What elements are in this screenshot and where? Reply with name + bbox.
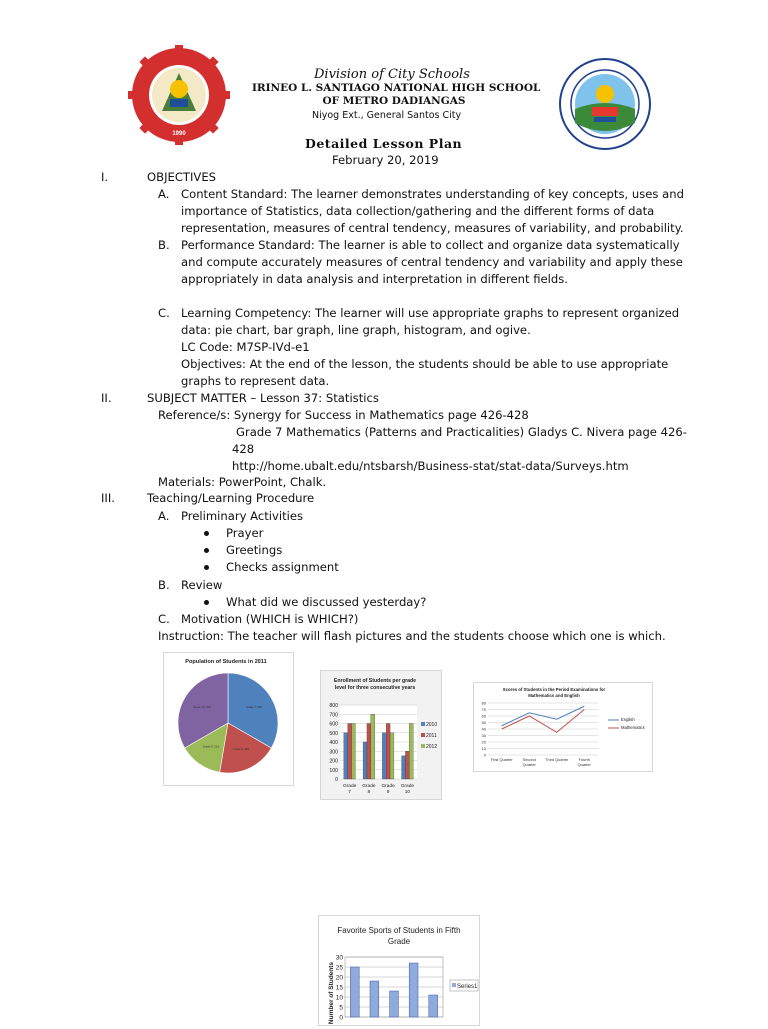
y-tick-label: 30 [335,954,343,962]
legend-label: 2012 [426,744,438,750]
bar [429,995,438,1017]
school-name-line2: OF METRO DADIANGAS [322,95,466,107]
y-tick-label: 15 [335,984,343,992]
bar [409,724,413,780]
chart-title: Mathematics and English [528,693,580,698]
subsection-title: Review [181,578,223,592]
enrollment-bar-chart [321,671,441,799]
item-letter: B. [158,238,170,252]
materials-line: Materials: PowerPoint, Chalk. [158,475,327,489]
x-tick-label: Fourth [578,757,590,762]
list-item: What did we discussed yesterday? [226,595,427,609]
pie-slice-label: Grade 9, 210 [202,744,220,749]
pie-slice-label: Grade 8, 290 [232,747,249,752]
y-tick-label: 10 [335,994,343,1002]
y-tick-label: 20 [481,739,486,745]
school-address: Niyog Ext., General Santos City [312,110,462,121]
bar [344,733,348,779]
scores-line-chart [474,683,652,771]
x-tick-label: Grade [362,784,376,789]
bullet-icon [204,548,209,553]
y-tick-label: 200 [329,758,338,765]
item-letter: B. [158,578,170,592]
x-tick-label: 10 [404,790,411,795]
legend-label: 2010 [426,722,438,728]
deped-seal-icon [558,57,652,151]
school-seal-icon [128,45,230,145]
bar [390,991,399,1017]
column-chart-figure [318,915,480,1026]
list-item: Greetings [226,543,283,557]
bar-chart-figure [320,670,442,800]
legend-label: English [621,717,635,722]
subsection-title: Preliminary Activities [181,509,304,523]
reference-line: Grade 7 Mathematics (Patterns and Practicalities) Gladys C. Nivera page 426- [236,425,687,439]
objectives-line: Objectives: At the end of the lesson, the students should be able to use appropriate [181,357,669,371]
instruction-line: Instruction: The teacher will flash pictures and the students choose which one is which. [158,629,666,643]
x-tick-label: Quarter [577,762,591,767]
bar [370,981,379,1017]
list-item: Checks assignment [226,560,339,574]
performance-standard-line: Performance Standard: The learner is able to collect and organize data systematically [181,238,680,252]
sports-bar-chart [319,916,479,1025]
y-tick-label: 30 [481,733,486,738]
x-tick-label: First Quarter [490,757,513,762]
legend-swatch [421,744,425,748]
pie-chart-figure [163,652,294,786]
reference-line: 428 [232,442,255,456]
y-tick-label: 10 [481,746,486,751]
x-tick-label: Quarter [522,762,536,767]
bullet-icon [204,531,209,536]
bar [386,724,390,780]
legend-label: 2011 [426,733,437,739]
item-letter: A. [158,187,170,201]
legend-label: Series1 [457,984,478,990]
y-tick-label: 500 [329,730,338,737]
x-tick-label: Grade [342,784,357,789]
division-name: Division of City Schools [314,67,470,82]
chart-title: Grade [387,937,411,946]
item-letter: A. [158,509,170,523]
y-tick-label: 700 [329,712,338,719]
y-tick-label: 800 [329,703,338,709]
school-name-line1: IRINEO L. SANTIAGO NATIONAL HIGH SCHOOL [252,82,541,94]
content-standard-line: representation, measures of central tendency, measures of variability, and probability. [181,221,684,235]
y-tick-label: 70 [481,707,486,712]
pie-slice-label: Grade 7, 500 [245,705,263,709]
content-standard-line: importance of Statistics, data collection/gathering and the different forms of data [181,204,655,218]
y-tick-label: 20 [335,974,343,982]
y-tick-label: 300 [329,749,338,756]
x-tick-label: Third Quarter [545,757,569,762]
legend-swatch [421,722,425,726]
learning-competency-line: Learning Competency: The learner will use appropriate graphs to represent organized [181,306,680,320]
bar [350,967,359,1017]
y-tick-label: 5 [339,1004,343,1012]
legend-label: Mathematics [621,725,645,730]
section-title: SUBJECT MATTER – Lesson 37: Statistics [147,391,379,405]
y-tick-label: 0 [335,777,338,783]
learning-competency-line: data: pie chart, bar graph, line graph, histogram, and ogive. [181,323,531,337]
legend-swatch [452,983,456,987]
x-tick-label: Grade [381,784,395,789]
y-axis-label: Number of Students [328,961,335,1025]
x-tick-label: 7 [348,790,351,795]
objectives-line: graphs to represent data. [181,374,330,388]
bar [352,724,356,780]
section-number: III. [101,491,115,505]
y-tick-label: 40 [481,726,486,732]
chart-title: level for three consecutive years [334,685,416,691]
content-standard-line: Content Standard: The learner demonstrates understanding of key concepts, uses and [181,187,684,201]
list-item: Prayer [226,526,264,540]
section-number: II. [101,391,112,405]
bullet-icon [204,565,209,570]
x-tick-label: 9 [386,790,390,795]
x-tick-label: Grade [400,784,415,789]
page-title: Detailed Lesson Plan [305,136,463,151]
y-tick-label: 600 [329,721,338,728]
subsection-title: Motivation (WHICH is WHICH?) [181,612,359,626]
y-tick-label: 100 [329,767,338,774]
section-title: OBJECTIVES [147,170,217,184]
y-tick-label: 0 [483,752,486,758]
y-tick-label: 60 [481,713,486,719]
bar [371,714,375,779]
performance-standard-line: appropriately in data analysis and interpretation in different fields. [181,272,568,286]
seal-year: 1990 [172,131,186,137]
y-tick-label: 50 [481,720,486,725]
chart-title: Population of Students in 2011 [185,659,267,665]
section-number: I. [101,170,109,184]
item-letter: C. [158,306,170,320]
legend-swatch [421,733,425,737]
pie-slice-label: Grade 10, 500 [193,705,211,709]
x-tick-label: Second [522,757,536,762]
y-tick-label: 25 [335,964,343,972]
y-tick-label: 0 [339,1014,343,1022]
bar [409,963,418,1017]
y-tick-label: 400 [329,740,338,746]
performance-standard-line: and compute accurately measures of central tendency and variability and apply these [181,255,683,269]
chart-title: Favorite Sports of Students in Fifth [337,926,461,935]
chart-title: Scores of Students in the Period Examinations for [502,687,606,692]
pie-chart [164,653,293,785]
lc-code: LC Code: M7SP-IVd-e1 [181,340,310,354]
bullet-icon [204,600,209,605]
bar [382,733,386,779]
reference-url[interactable]: http://home.ubalt.edu/ntsbarsh/Business-stat/stat-data/Surveys.htm [232,459,629,473]
y-tick-label: 80 [481,700,486,706]
x-tick-label: 8 [367,790,371,795]
bar [405,751,409,779]
line-chart-figure [473,682,653,772]
bar [390,733,394,779]
bar [402,756,406,779]
item-letter: C. [158,612,170,626]
bar [363,742,367,779]
chart-title: Enrollment of Students per grade [333,678,417,684]
bar [367,724,371,780]
lesson-date: February 20, 2019 [332,153,439,167]
reference-line: Reference/s: Synergy for Success in Mathematics page 426-428 [158,408,529,422]
bar [348,724,352,780]
section-title: Teaching/Learning Procedure [147,491,315,505]
